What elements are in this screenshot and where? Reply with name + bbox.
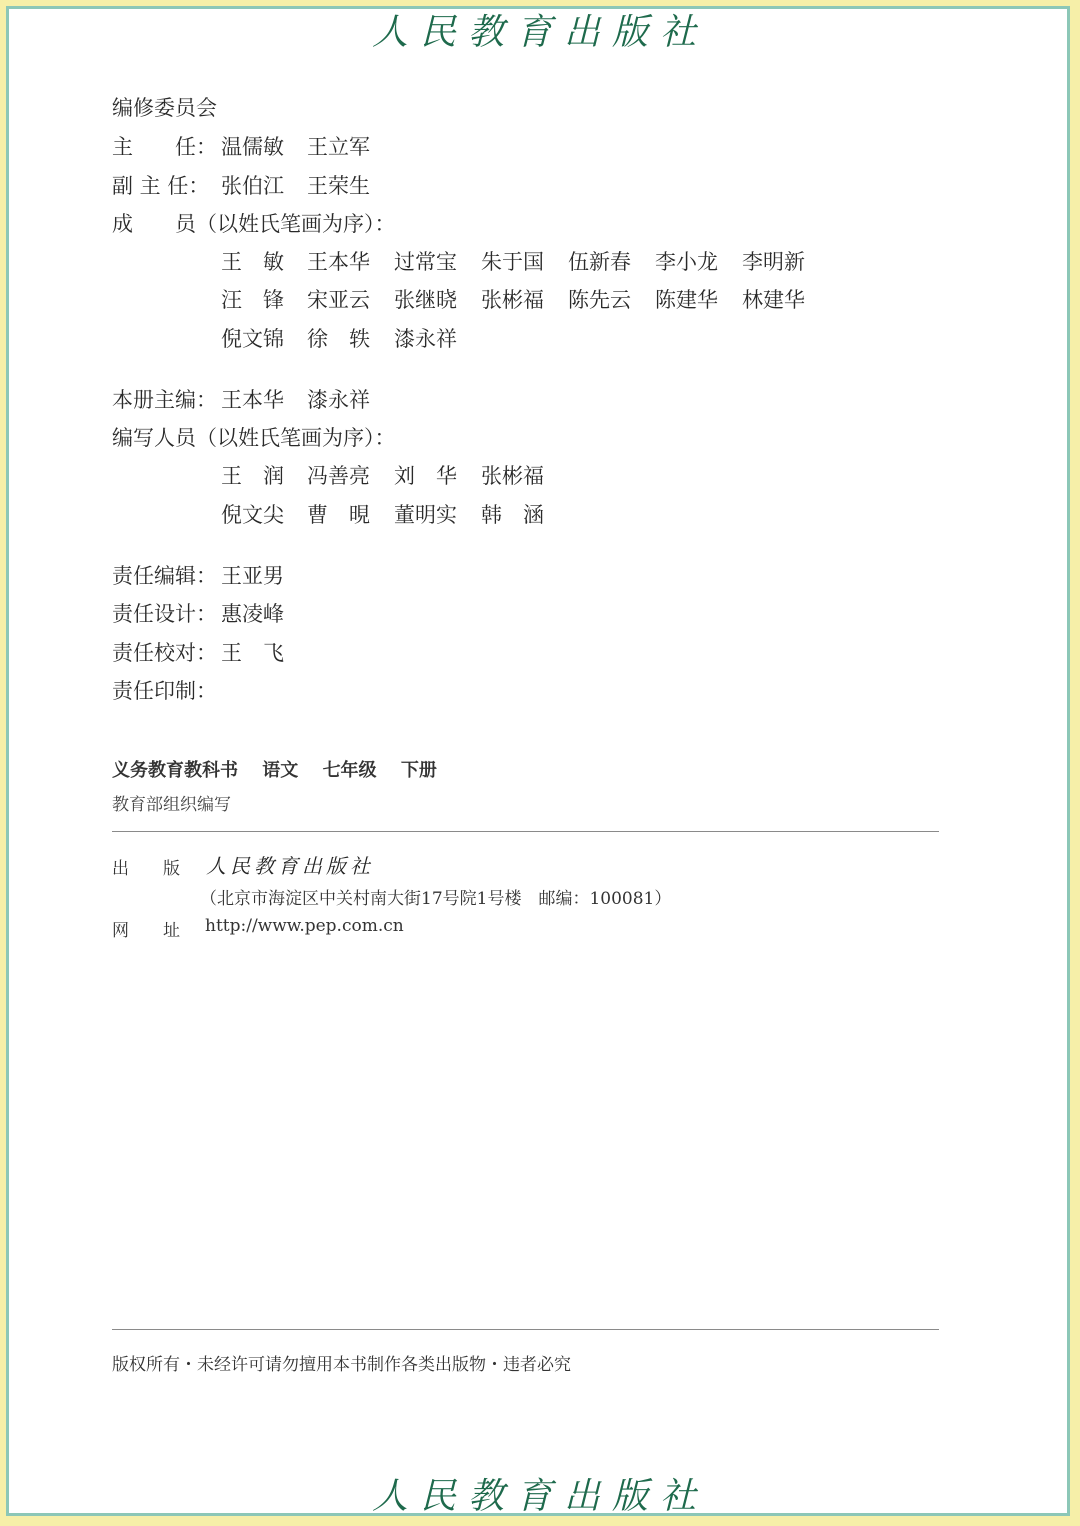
member-name: 张彬福: [481, 288, 544, 312]
writers-label: 编写人员（以姓氏笔画为序）：: [112, 426, 396, 450]
member-name: 李小龙: [655, 250, 718, 274]
responsibility-label: 责任印制：: [112, 679, 217, 703]
copyright-notice: 版权所有・未经许可请勿擅用本书制作各类出版物・违者必究: [112, 1355, 571, 1375]
publisher-label: 出 版: [112, 859, 180, 879]
publisher-address: （北京市海淀区中关村南大街17号院1号楼 邮编：100081）: [200, 889, 672, 909]
publisher-logo-top: 人民教育出版社: [371, 12, 708, 53]
divider: [112, 1329, 939, 1330]
writer-name: 倪文尖: [221, 503, 284, 527]
member-name: 汪 锋: [221, 288, 284, 312]
member-name: 伍新春: [568, 250, 631, 274]
book-title-part: 七年级: [322, 760, 377, 781]
members-label: 成 员（以姓氏笔画为序）：: [112, 212, 396, 236]
deputy-name: 张伯江: [221, 174, 284, 198]
deputy-label: 副 主 任：: [112, 174, 210, 198]
director-label: 主 任：: [112, 135, 217, 159]
writer-name: 曹 晛: [307, 503, 370, 527]
writer-name: 王 润: [221, 464, 284, 488]
member-name: 李明新: [742, 250, 805, 274]
writer-name: 董明实: [394, 503, 457, 527]
member-name: 王 敏: [221, 250, 284, 274]
responsibility-value: 惠凌峰: [221, 602, 284, 626]
responsibility-value: 王亚男: [221, 564, 284, 588]
member-name: 张继晓: [394, 288, 457, 312]
publisher-logo-small: 人民教育出版社: [206, 854, 374, 878]
divider: [112, 831, 939, 832]
member-name: 漆永祥: [394, 327, 457, 351]
responsibility-value: 王 飞: [221, 641, 284, 665]
book-title-part: 语文: [262, 760, 299, 781]
chief-editor-name: 漆永祥: [307, 388, 370, 412]
writer-name: 刘 华: [394, 464, 457, 488]
chief-editor-label: 本册主编：: [112, 388, 217, 412]
book-title: [112, 756, 455, 782]
deputy-name: 王荣生: [307, 174, 370, 198]
writer-name: 韩 涵: [481, 503, 544, 527]
member-name: 陈建华: [655, 288, 718, 312]
responsibility-label: 责任编辑：: [112, 564, 217, 588]
member-name: 朱于国: [481, 250, 544, 274]
book-title-part: 下册: [400, 760, 437, 781]
member-name: 徐 轶: [307, 327, 370, 351]
website-link[interactable]: http://www.pep.com.cn: [205, 916, 404, 936]
committee-heading: 编修委员会: [112, 96, 217, 120]
member-name: 林建华: [742, 288, 805, 312]
website-label: 网 址: [112, 921, 180, 941]
responsibility-label: 责任校对：: [112, 641, 217, 665]
member-name: 过常宝: [394, 250, 457, 274]
publisher-logo-bottom: 人民教育出版社: [371, 1476, 708, 1517]
responsibility-label: 责任设计：: [112, 602, 217, 626]
member-name: 倪文锦: [221, 327, 284, 351]
compiled-by: 教育部组织编写: [112, 795, 231, 815]
director-name: 王立军: [307, 135, 370, 159]
book-title-part: 义务教育教科书: [112, 760, 238, 781]
director-name: 温儒敏: [221, 135, 284, 159]
writer-name: 张彬福: [481, 464, 544, 488]
member-name: 宋亚云: [307, 288, 370, 312]
chief-editor-name: 王本华: [221, 388, 284, 412]
member-name: 王本华: [307, 250, 370, 274]
member-name: 陈先云: [568, 288, 631, 312]
writer-name: 冯善亮: [307, 464, 370, 488]
